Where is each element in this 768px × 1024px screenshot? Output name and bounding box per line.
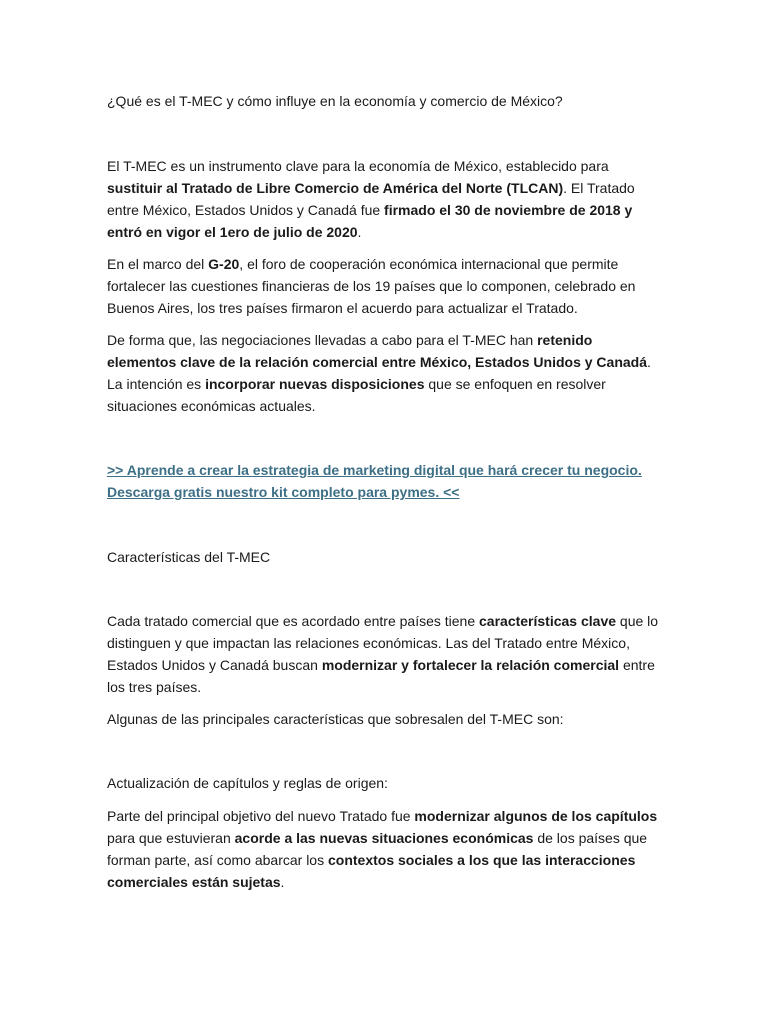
nego-text-3: que se enfoquen en resolver situaciones económicas actuales. — [107, 376, 606, 414]
intro-text-2: . El Tratado entre México, Estados Unidos y Canadá fue — [107, 180, 635, 218]
intro-bold-2: firmado el 30 de noviembre de 2018 y entró en vigor el 1ero de julio de 2020 — [107, 202, 633, 240]
intro-text-1: El T-MEC es un instrumento clave para la economía de México, establecido para — [107, 158, 609, 174]
marketing-kit-link[interactable]: >> Aprende a crear la estrategia de marketing digital que hará crecer tu negocio. Descarga gratis nuestro kit completo para pymes. << — [107, 462, 642, 500]
negotiations-paragraph — [107, 329, 662, 417]
cta-paragraph — [107, 459, 662, 503]
caract-text-3: entre los tres países. — [107, 657, 655, 695]
caract-text-2: que lo distinguen y que impactan las relaciones económicas. Las del Tratado entre México, Estados Unidos y Canadá buscan — [107, 613, 659, 673]
characteristics-heading: Características del T-MEC — [107, 549, 271, 565]
caract-bold-1: características clave — [479, 613, 617, 629]
article-title: ¿Qué es el T-MEC y cómo influye en la economía y comercio de México? — [107, 93, 563, 109]
parte-bold-2: acorde a las nuevas situaciones económicas — [234, 830, 534, 846]
objective-paragraph — [107, 805, 662, 893]
g20-text-1: En el marco del — [107, 256, 209, 272]
intro-paragraph — [107, 155, 662, 243]
update-chapters-heading: Actualización de capítulos y reglas de origen: — [107, 775, 388, 791]
g20-bold-1: G-20 — [208, 256, 240, 272]
parte-text-4: . — [280, 874, 285, 890]
intro-bold-1: sustituir al Tratado de Libre Comercio de América del Norte (TLCAN) — [107, 180, 564, 196]
caract-bold-2: modernizar y fortalecer la relación comercial — [321, 657, 620, 673]
main-characteristics-intro: Algunas de las principales características que sobresalen del T-MEC son: — [107, 711, 564, 727]
intro-text-3: . — [357, 224, 362, 240]
g20-text-2: , el foro de cooperación económica internacional que permite fortalecer las cuestiones financieras de los 19 países que lo componen, celebrado en Buenos Aires, los tres países firmaron el acuerdo para actualizar el Tratado. — [107, 256, 636, 316]
parte-text-1: Parte del principal objetivo del nuevo Tratado fue — [107, 808, 415, 824]
nego-bold-2: incorporar nuevas disposiciones — [205, 376, 425, 392]
characteristics-paragraph — [107, 610, 662, 698]
nego-text-1: De forma que, las negociaciones llevadas a cabo para el T-MEC han — [107, 332, 538, 348]
caract-text-1: Cada tratado comercial que es acordado entre países tiene — [107, 613, 480, 629]
nego-bold-1: retenido elementos clave de la relación comercial entre México, Estados Unidos y Canadá — [107, 332, 647, 370]
parte-bold-3: contextos sociales a los que las interacciones comerciales están sujetas — [107, 852, 636, 890]
parte-text-3: de los países que forman parte, así como abarcar los — [107, 830, 648, 868]
g20-paragraph — [107, 253, 662, 319]
nego-text-2: . La intención es — [107, 354, 651, 392]
parte-text-2: para que estuvieran — [107, 830, 235, 846]
parte-bold-1: modernizar algunos de los capítulos — [414, 808, 658, 824]
